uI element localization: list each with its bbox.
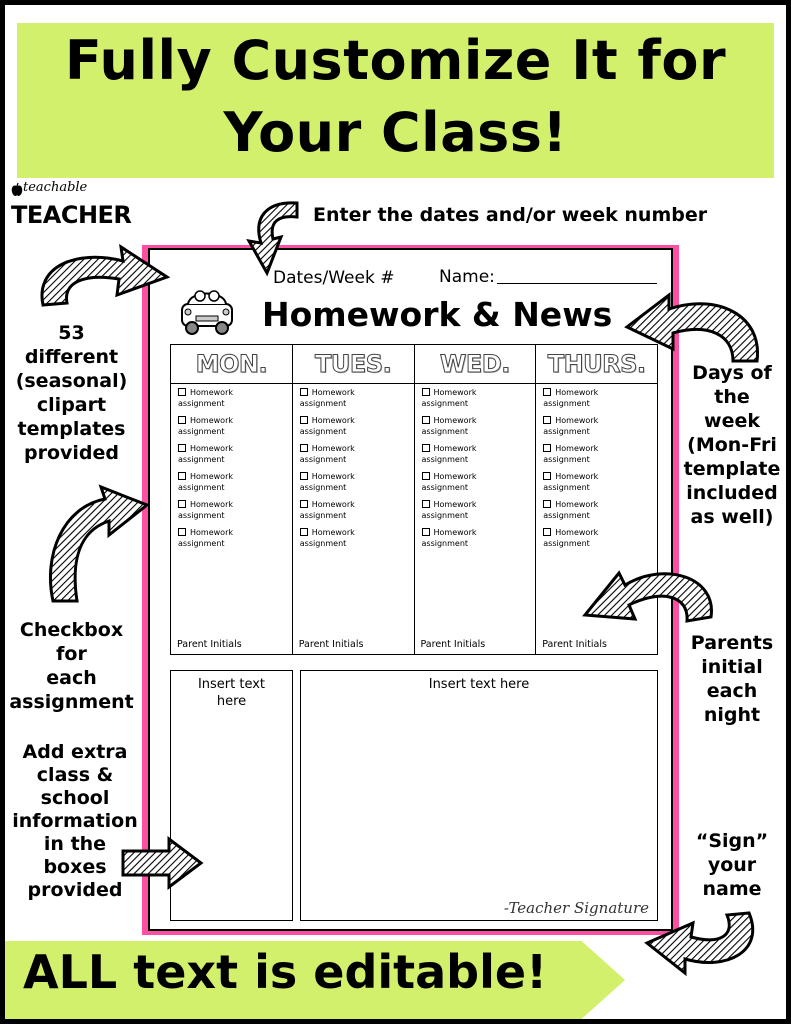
- homework-label: assignment: [299, 539, 347, 548]
- day-header: WED.: [415, 345, 536, 384]
- homework-label: assignment: [543, 427, 590, 436]
- homework-label: assignment: [421, 399, 469, 408]
- homework-label: Homework: [311, 528, 355, 537]
- banner-line-2: Your Class!: [223, 101, 568, 164]
- parent-initials: Parent Initials: [177, 639, 242, 650]
- note-days-line: the: [714, 386, 750, 408]
- note-extra-line: in the: [43, 833, 107, 855]
- homework-label: Homework: [433, 444, 477, 453]
- homework-label: Homework: [311, 444, 355, 453]
- note-days-line: included: [686, 482, 778, 504]
- note-extra-line: information: [12, 810, 138, 832]
- note-extra-line: Add extra: [22, 741, 128, 763]
- note-clipart-line: (seasonal): [15, 370, 128, 392]
- teacher-signature[interactable]: -Teacher Signature: [503, 899, 649, 917]
- homework-label: assignment: [178, 427, 225, 436]
- note-checkbox-line: Checkbox: [19, 619, 124, 641]
- day-header: TUES.: [293, 345, 414, 384]
- worksheet-title: Homework & News: [262, 295, 613, 334]
- note-days-line: week: [704, 410, 760, 432]
- homework-label: Homework: [555, 416, 599, 425]
- homework-label: assignment: [543, 511, 590, 520]
- homework-label: Homework: [311, 416, 355, 425]
- note-sign-line: name: [702, 878, 762, 900]
- curved-arrow-icon: [50, 487, 147, 601]
- homework-label: Homework: [433, 416, 477, 425]
- note-checkbox-line: for: [56, 643, 87, 665]
- parent-initials: Parent Initials: [542, 639, 607, 650]
- curved-arrow-icon: [647, 913, 753, 973]
- note-extra-line: school: [40, 787, 110, 809]
- note-clipart-line: different: [24, 346, 119, 368]
- curved-arrow-icon: [249, 203, 297, 273]
- homework-label: Homework: [555, 500, 599, 509]
- banner-line-1: Fully Customize It for: [64, 29, 727, 92]
- note-sign-line: “Sign”: [695, 830, 769, 852]
- note-clipart-line: templates: [17, 418, 126, 440]
- homework-label: Homework: [433, 500, 477, 509]
- parent-initials: Parent Initials: [420, 639, 486, 650]
- homework-label: Homework: [555, 528, 599, 537]
- homework-label: assignment: [178, 539, 225, 548]
- homework-label: Homework: [433, 528, 477, 537]
- homework-label: Homework: [311, 500, 355, 509]
- note-checkbox-line: each: [46, 667, 97, 689]
- note-clipart-line: clipart: [36, 394, 107, 416]
- note-parents-line: night: [703, 704, 761, 726]
- homework-label: assignment: [421, 455, 469, 464]
- logo-text-small: teachable: [23, 180, 88, 195]
- note-extra-line: boxes: [43, 856, 107, 878]
- insert-text-large: Insert text here: [428, 677, 530, 692]
- homework-label: assignment: [543, 455, 590, 464]
- homework-label: Homework: [555, 388, 599, 397]
- homework-label: assignment: [299, 483, 347, 492]
- homework-label: Homework: [433, 388, 477, 397]
- parent-initials: Parent Initials: [298, 639, 364, 650]
- dates-week-label: Dates/Week #: [273, 268, 395, 288]
- note-extra-line: provided: [27, 879, 123, 901]
- name-label: Name:: [439, 267, 495, 287]
- homework-label: Homework: [433, 472, 477, 481]
- note-parents-line: initial: [701, 656, 763, 678]
- homework-label: assignment: [421, 511, 469, 520]
- note-days-line: Days of: [692, 362, 772, 384]
- note-clipart-line: provided: [23, 442, 119, 464]
- homework-label: Homework: [190, 500, 233, 509]
- homework-label: Homework: [311, 388, 355, 397]
- homework-label: assignment: [543, 539, 590, 548]
- homework-label: Homework: [311, 472, 355, 481]
- insert-text-line: here: [216, 694, 247, 709]
- note-clipart-line: 53: [58, 322, 85, 344]
- homework-label: Homework: [190, 528, 233, 537]
- homework-label: assignment: [299, 427, 347, 436]
- arrows-layer: [5, 5, 786, 1019]
- homework-label: Homework: [190, 444, 233, 453]
- page: [5, 5, 786, 1019]
- homework-label: assignment: [543, 399, 590, 408]
- insert-text-line: Insert text: [197, 677, 266, 692]
- footer-text: ALL text is editable!: [23, 945, 548, 999]
- homework-label: Homework: [190, 388, 233, 397]
- homework-label: assignment: [178, 483, 225, 492]
- note-dates: Enter the dates and/or week number: [313, 204, 708, 226]
- note-checkbox-line: assignment: [9, 691, 134, 713]
- homework-label: assignment: [421, 539, 469, 548]
- homework-label: assignment: [543, 483, 590, 492]
- curved-arrow-icon: [585, 573, 711, 621]
- homework-label: assignment: [421, 483, 469, 492]
- curved-arrow-icon: [627, 295, 758, 361]
- homework-label: Homework: [555, 444, 599, 453]
- logo-text-big: TEACHER: [11, 201, 132, 229]
- arrow-right-icon: [123, 839, 201, 887]
- note-days-line: as well): [690, 506, 774, 528]
- note-parents-line: each: [706, 680, 758, 702]
- note-parents-line: Parents: [690, 632, 774, 654]
- homework-label: assignment: [178, 511, 225, 520]
- homework-label: assignment: [178, 455, 225, 464]
- curved-arrow-icon: [42, 247, 167, 305]
- note-extra-line: class &: [36, 764, 114, 786]
- note-days-line: (Mon-Fri: [687, 434, 777, 456]
- day-header: THURS.: [536, 345, 657, 384]
- note-sign-line: your: [707, 854, 757, 876]
- homework-label: Homework: [190, 416, 233, 425]
- homework-label: assignment: [178, 399, 225, 408]
- homework-label: assignment: [421, 427, 469, 436]
- homework-label: Homework: [190, 472, 233, 481]
- note-days-line: template: [683, 458, 781, 480]
- day-header: MON.: [171, 345, 292, 384]
- homework-label: assignment: [299, 511, 347, 520]
- homework-label: assignment: [299, 399, 347, 408]
- homework-label: assignment: [299, 455, 347, 464]
- homework-label: Homework: [555, 472, 599, 481]
